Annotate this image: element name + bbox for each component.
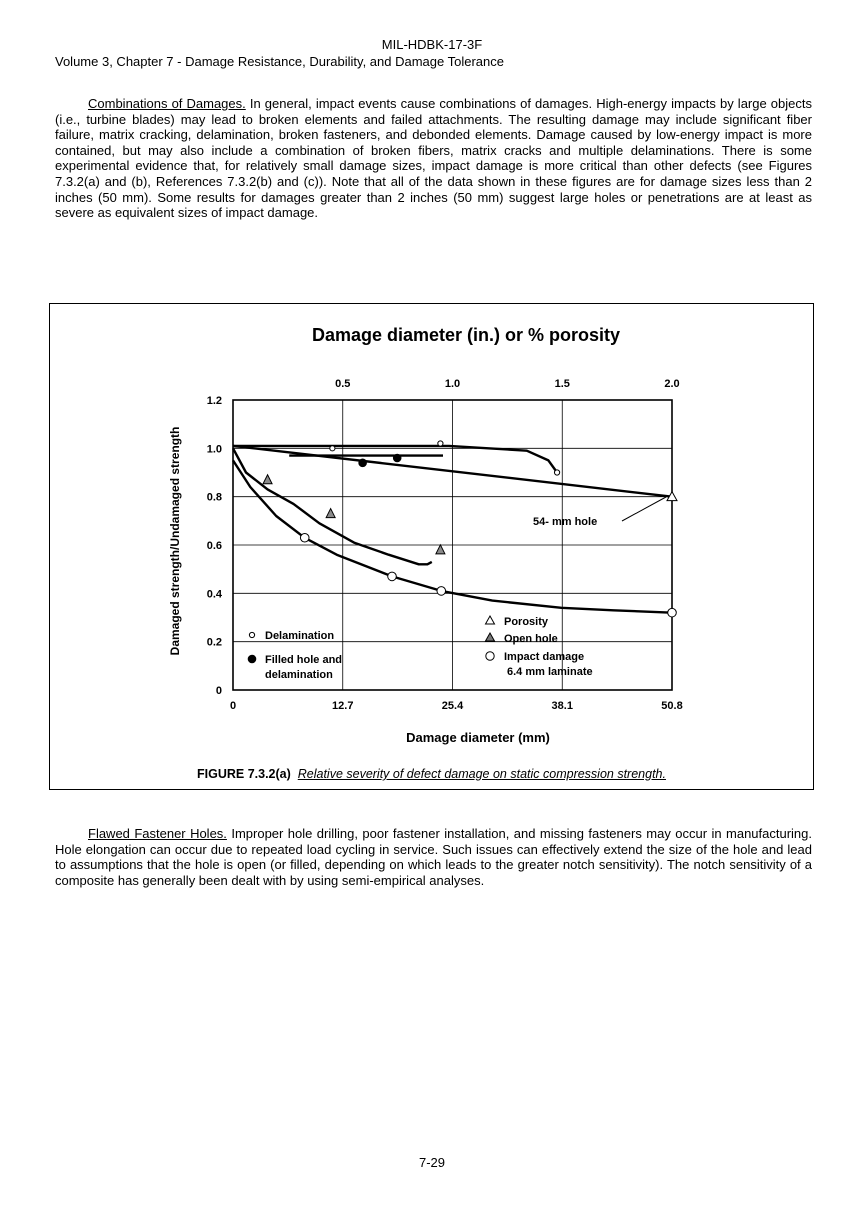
legend-porosity-label: Porosity	[504, 616, 549, 628]
paragraph-lead-heading: Flawed Fastener Holes.	[88, 826, 227, 841]
x-top-tick-label: 1.5	[554, 378, 570, 390]
delamination-point	[330, 446, 335, 451]
chart-title: Damage diameter (in.) or % porosity	[311, 325, 621, 345]
paragraph-lead-heading: Combinations of Damages.	[88, 96, 246, 111]
x-top-tick-label: 0.5	[335, 378, 351, 390]
legend-porosity-marker	[486, 616, 495, 624]
figure-box	[49, 303, 814, 790]
figure-caption	[50, 767, 813, 781]
open-hole-point	[326, 509, 335, 518]
filled-hole-point	[393, 454, 402, 463]
annotation-54mm-hole: 54- mm hole	[533, 516, 598, 528]
paragraph-body: In general, impact events cause combinations of damages. High-energy impacts by large objects (i.e., turbine blades) may lead to broken elements and failed attachments. The resulting damage may include significant fiber failure, matrix cracking, delamination, broken fasteners, and debonded elements. Damage caused by low-energy impact is more contained, but may also include a combination of broken fibers, matrix cracks and multiple delaminations. There is some experimental evidence that, for relatively small damage sizes, impact damage is more critical than other defects (see Figures 7.3.2(a) and (b), References 7.3.2(b) and (c)). Note that all of the data shown in these figures are for damage sizes less than 2 inches (50 mm). Some results for damages greater than 2 inches (50 mm) suggest large holes or penetrations are at least as severe as equivalent sizes of impact damage.	[55, 96, 812, 221]
chapter-subtitle: Volume 3, Chapter 7 - Damage Resistance, Durability, and Damage Tolerance	[55, 54, 504, 69]
legend-open-hole-label: Open hole	[504, 633, 558, 645]
delamination-point	[438, 441, 443, 446]
caption-text: Relative severity of defect damage on static compression strength.	[297, 767, 666, 781]
open-hole-point	[263, 475, 272, 484]
x-tick-label: 0	[229, 700, 237, 712]
y-tick-label: 0	[215, 685, 222, 697]
legend-delamination-marker	[249, 632, 254, 637]
y-tick-label: 0.4	[206, 588, 222, 601]
impact-damage-point	[388, 572, 397, 581]
legend-impact-label-2: 6.4 mm laminate	[507, 666, 593, 678]
legend-filled-hole-label-2: delamination	[265, 669, 333, 681]
impact-damage-point	[668, 608, 677, 617]
y-tick-label: 1.0	[206, 443, 222, 456]
y-axis-label: Damaged strength/Undamaged strength	[168, 426, 182, 656]
legend-delamination-label: Delamination	[265, 630, 335, 642]
impact-damage-point	[437, 587, 446, 596]
annotation-leader-line	[622, 497, 666, 521]
legend-impact-marker	[486, 652, 494, 660]
legend-left	[248, 630, 342, 681]
x-axis-label: Damage diameter (mm)	[406, 730, 550, 745]
x-top-tick-label: 2.0	[664, 378, 680, 390]
legend-open-hole-marker	[486, 633, 495, 641]
legend-filled-hole-marker	[248, 655, 257, 664]
legend-right	[486, 616, 593, 678]
legend-filled-hole-label-1: Filled hole and	[265, 654, 343, 666]
x-tick-label: 12.7	[332, 700, 354, 712]
paragraph-body: Improper hole drilling, poor fastener installation, and missing fasteners may occur in manufacturing. Hole elongation can occur due to repeated load cycling in service. Such issues can effectively extend the size of the hole and lead to assumptions that the hole is open (or filled, depending on which leads to the greater notch sensitivity). The notch sensitivity of a composite has generally been dealt with by using semi-empirical analyses.	[55, 826, 813, 888]
chart-svg	[50, 304, 813, 789]
legend-impact-label-1: Impact damage	[504, 651, 585, 663]
y-tick-label: 1.2	[206, 395, 222, 407]
open-hole-point	[436, 545, 445, 554]
impact-damage-point	[300, 533, 309, 542]
document-id: MIL-HDBK-17-3F	[381, 37, 483, 52]
x-top-tick-label: 1.0	[444, 378, 461, 390]
y-tick-label: 0.8	[206, 491, 222, 504]
filled-hole-point	[358, 459, 367, 468]
paragraph-flawed-fastener-holes	[55, 826, 812, 888]
x-tick-label: 38.1	[551, 700, 573, 712]
paragraph-combinations-of-damages	[55, 96, 812, 221]
x-tick-label: 50.8	[661, 700, 683, 712]
page-number: 7-29	[418, 1155, 446, 1170]
x-tick-label: 25.4	[441, 700, 464, 712]
delamination-point	[554, 470, 559, 475]
y-tick-label: 0.2	[206, 636, 222, 649]
y-tick-label: 0.6	[206, 540, 222, 552]
caption-label: FIGURE 7.3.2(a)	[197, 767, 291, 781]
